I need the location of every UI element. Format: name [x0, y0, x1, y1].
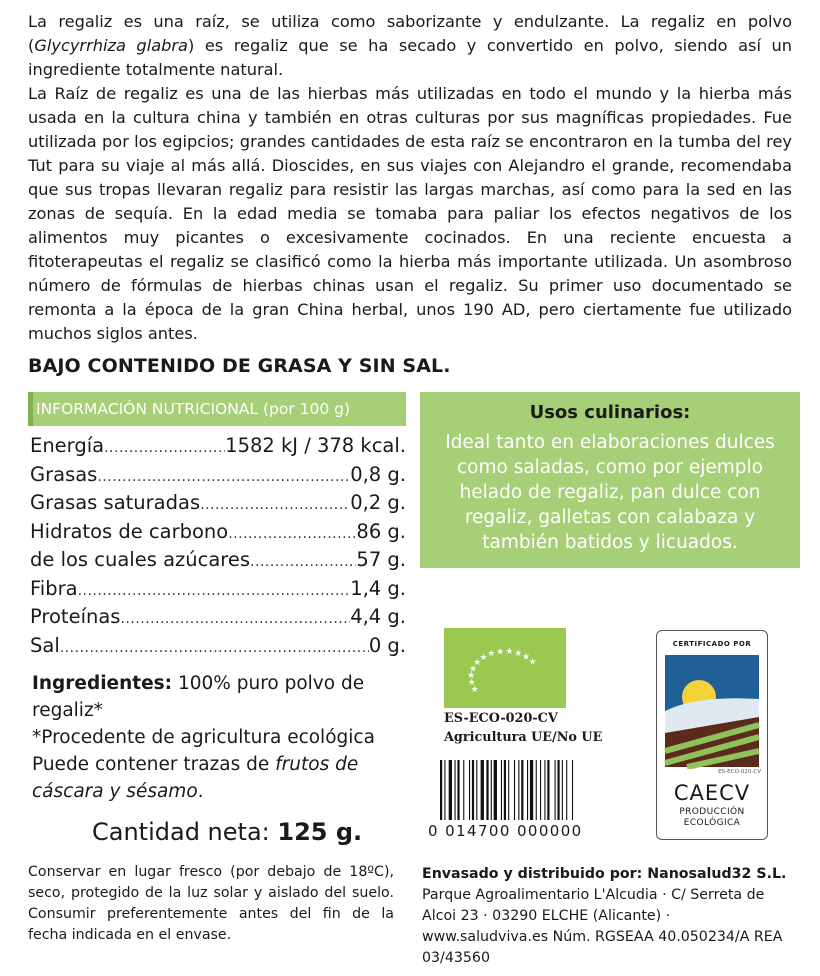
dot-leader [250, 554, 356, 570]
ingredients-label: Ingredientes: [32, 673, 173, 694]
nutrition-label: Fibra [30, 576, 78, 600]
svg-text:★: ★ [514, 649, 523, 660]
net-quantity-label: Cantidad neta: [92, 818, 278, 846]
eu-organic-code: ES-ECO-020-CV [444, 711, 558, 726]
caecv-certification-logo [656, 630, 768, 840]
ingredients-note: *Procedente de agricultura ecológica [32, 727, 375, 748]
description-paragraph-2: La Raíz de regaliz es una de las hierbas más utilizadas en todo el mundo y la hierba más usada en la cultura china y también en otras culturas por sus magníficas propiedades. Fue utilizada por los egipcios; grandes cantidades de esta raíz se encontraron en la tumba del rey Tut para su viaje al más allá. Dioscides, en sus viajes con Alejandro el grande, recomendaba que sus tropas llevaran regaliz para resistir las largas marchas, así como para la sed en las zonas de sequía. En la edad media se tomaba para paliar los efectos negativos de los alimentos muy picantes o excesivamente cocinados. En una reciente encuesta a fitoterapeutas el regaliz se clasificó como la hierba más importante utilizada. Un asombroso número de fórmulas de hierbas chinas usan el regaliz. Su primer uso documentado se remonta a la época de la gran China herbal, unos 190 AD, pero ciertamente fue utilizado muchos siglos antes. [28, 84, 792, 343]
allergen-end: . [197, 781, 204, 802]
nutrition-header: INFORMACIÓN NUTRICIONAL (por 100 g) [28, 392, 406, 426]
nutrition-value: 4,4 g. [350, 605, 406, 628]
low-fat-heading: BAJO CONTENIDO DE GRASA Y SIN SAL. [28, 355, 451, 377]
nutrition-row [30, 434, 406, 463]
latin-name: Glycyrrhiza glabra [34, 36, 188, 55]
nutrition-row [30, 577, 406, 606]
nutrition-label: Proteínas [30, 605, 121, 628]
net-quantity [92, 818, 362, 846]
caecv-sub-line-1: PRODUCCIÓN [679, 807, 745, 817]
distributor-label: Envasado y distribuido por: Nanosalud32 S.L. [422, 866, 787, 882]
nutrition-value: 0,8 g. [350, 462, 406, 486]
ingredients-text: 100% puro polvo de regaliz* [32, 673, 365, 721]
description-text-cont: ) es regaliz que se ha secado y convertido en polvo, siendo así un ingrediente totalmente natural. [28, 36, 792, 79]
nutrition-label: Hidratos de carbono [30, 519, 229, 543]
culinary-uses-box [420, 392, 800, 568]
description-text: La regaliz es una raíz, se utiliza como saborizante y endulzante. La regaliz en polvo ( [28, 12, 792, 55]
nutrition-label: Grasas saturadas [30, 491, 201, 514]
nutrition-label: Sal [30, 633, 60, 657]
caecv-name: CAECV [673, 781, 751, 805]
svg-text:★: ★ [479, 652, 488, 663]
eu-organic-leaf-icon [444, 628, 566, 708]
distributor-address: Parque Agroalimentario L'Alcudia · C/ Serreta de Alcoi 23 · 03290 ELCHE (Alicante) · www.saludviva.es Núm. RGSEAA 40.050234/A REA 03/43560 [422, 887, 783, 966]
nutrition-label: Grasas [30, 462, 98, 486]
nutrition-row [30, 491, 406, 520]
dot-leader [200, 497, 350, 513]
svg-text:★: ★ [473, 658, 482, 668]
nutrition-label: de los cuales azúcares [30, 548, 251, 571]
nutrition-value: 86 g. [356, 519, 406, 543]
svg-text:★: ★ [467, 671, 476, 682]
dot-leader [104, 440, 225, 456]
nutrition-value: 1582 kJ / 378 kcal. [225, 434, 406, 457]
culinary-uses-title: Usos culinarios: [529, 402, 691, 423]
svg-text:★: ★ [505, 647, 514, 658]
caecv-subtitle [657, 807, 767, 829]
dot-leader [60, 640, 369, 656]
nutrition-value: 57 g. [356, 548, 406, 571]
dot-leader [78, 583, 351, 599]
eu-organic-origin: Agricultura UE/No UE [444, 730, 603, 745]
allergen-items: frutos de cáscara y sésamo [32, 754, 359, 802]
culinary-uses-text: Ideal tanto en elaboraciones dulces como saladas, como por ejemplo helado de regaliz, pan dulce con regaliz, galletas con calabaza y también batidos y licuados. [445, 432, 775, 553]
svg-text:★: ★ [522, 652, 531, 663]
caecv-certified-by: CERTIFICADO POR [672, 640, 752, 648]
svg-text:★: ★ [470, 684, 479, 695]
barcode [436, 760, 604, 820]
nutrition-row [30, 463, 406, 492]
caecv-code: ES-ECO-020-CV [718, 769, 761, 775]
svg-text:★: ★ [467, 678, 476, 689]
nutrition-row [30, 520, 406, 549]
storage-instructions: Conservar en lugar fresco (por debajo de 18ºC), seco, protegido de la luz solar y aislado del suelo. Consumir preferentemente antes del fin de la fecha indicada en el envase. [28, 864, 394, 943]
caecv-landscape-icon [657, 655, 767, 769]
dot-leader [120, 611, 350, 627]
product-description [28, 10, 792, 346]
allergen-text: Puede contener trazas de [32, 754, 276, 775]
nutrition-table [30, 434, 406, 662]
net-quantity-value: 125 g. [277, 818, 363, 846]
dot-leader [97, 469, 350, 485]
dot-leader [228, 526, 356, 542]
allergen-warning [32, 751, 392, 805]
barcode-number: 0 014700 000000 [428, 822, 583, 840]
eu-organic-text [444, 709, 602, 747]
distributor-info [422, 864, 794, 969]
nutrition-value: 0 g. [368, 633, 406, 657]
nutrition-value: 1,4 g. [350, 576, 406, 600]
ingredients-line [32, 670, 392, 724]
nutrition-row [30, 634, 406, 663]
svg-text:★: ★ [528, 657, 537, 668]
description-paragraph-1 [28, 10, 792, 82]
svg-text:★: ★ [468, 664, 478, 675]
nutrition-row [30, 548, 406, 577]
nutrition-row [30, 605, 406, 634]
nutrition-label: Energía [30, 434, 105, 457]
svg-text:★: ★ [487, 649, 496, 660]
ingredients-block [32, 670, 392, 805]
nutrition-value: 0,2 g. [350, 491, 406, 514]
caecv-sub-line-2: ECOLÓGICA [683, 818, 741, 828]
svg-text:★: ★ [496, 647, 505, 658]
